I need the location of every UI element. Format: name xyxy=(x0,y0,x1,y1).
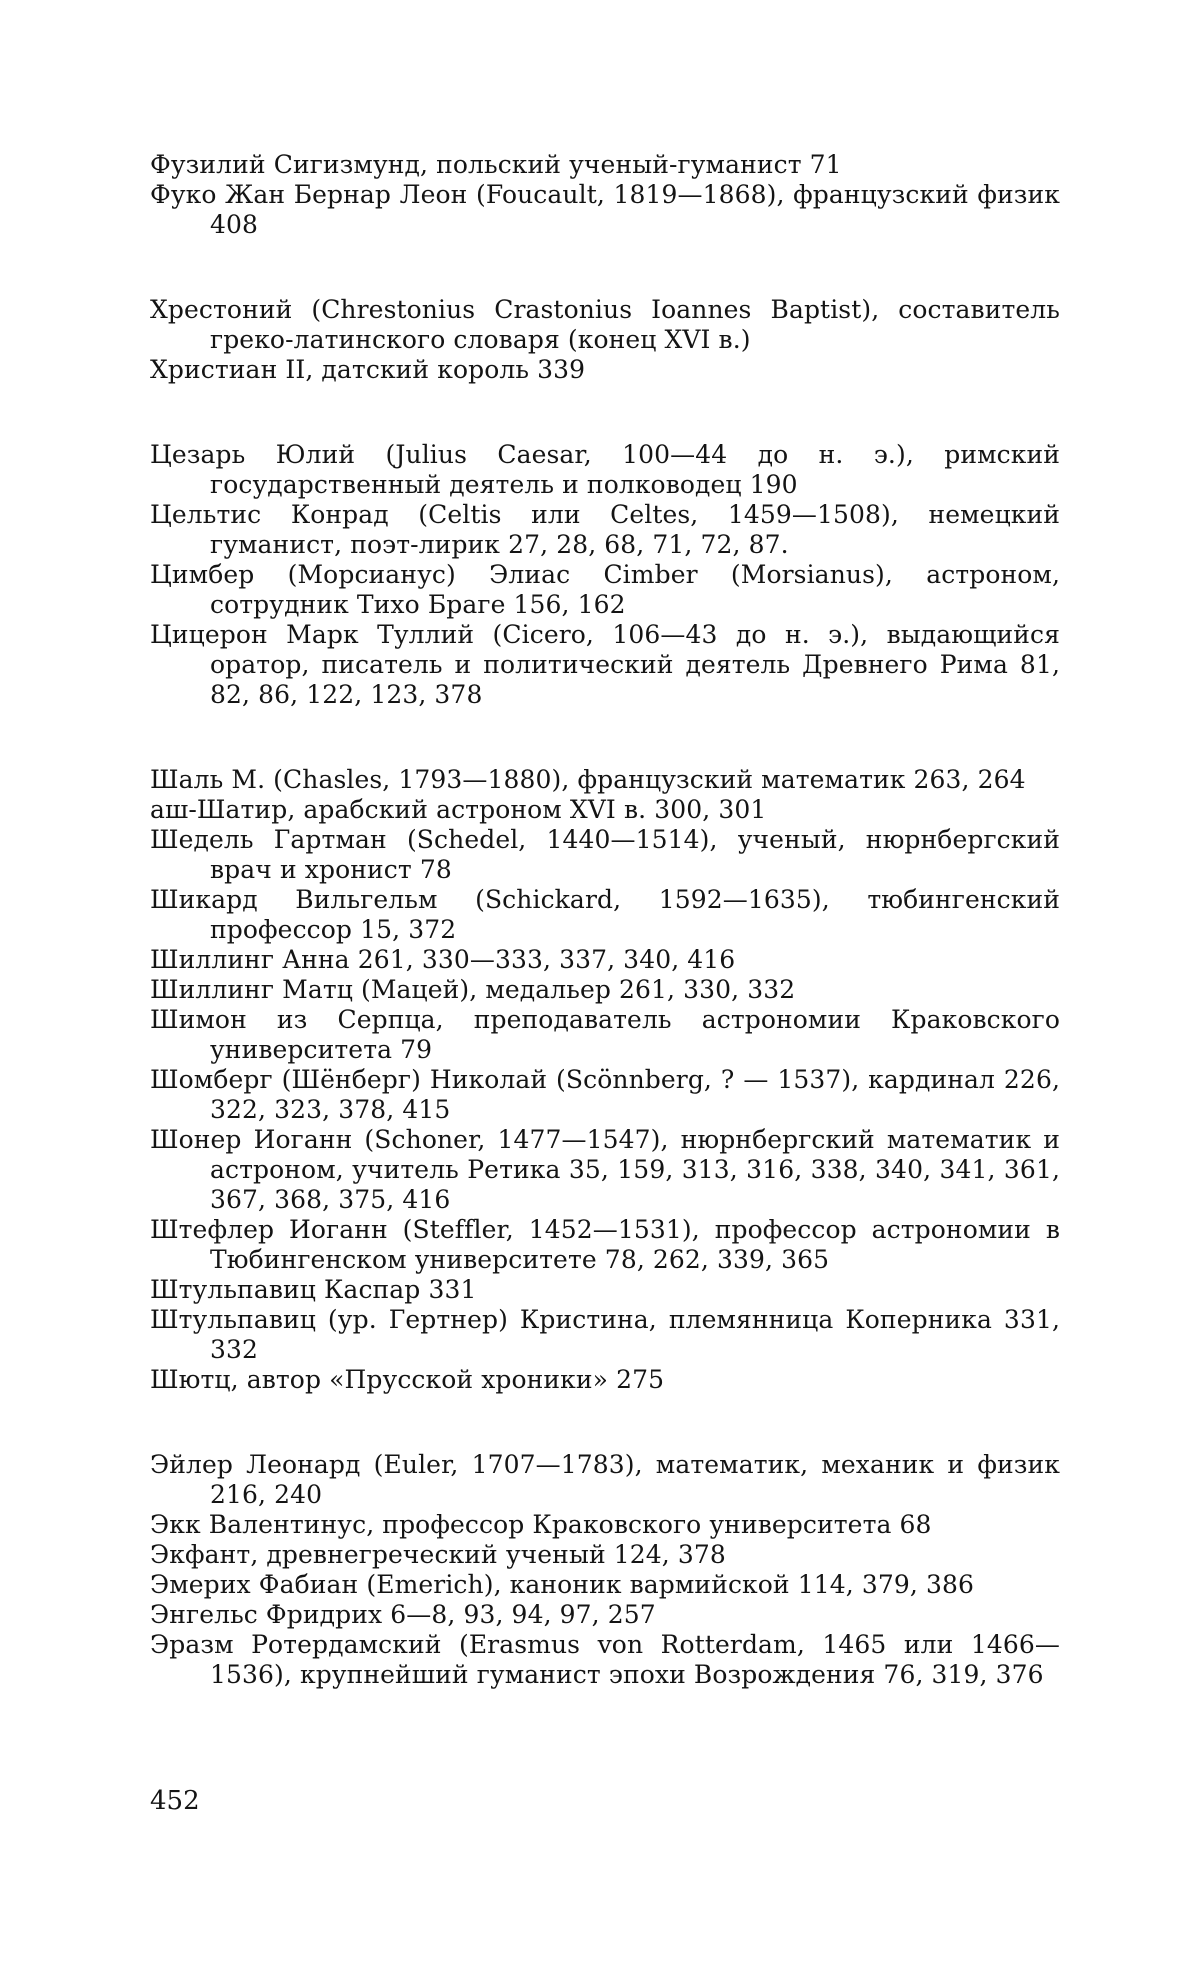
index-entry: Эразм Ротердамский (Erasmus von Rotterdam, 1465 или 1466—1536), крупнейший гуманист эпохи Возрождения 76, 319, 376 xyxy=(150,1630,1060,1689)
index-group-f xyxy=(150,150,1060,240)
index-entry: Шедель Гартман (Schedel, 1440—1514), ученый, нюрнбергский врач и хронист 78 xyxy=(150,825,1060,884)
index-entry: Шиллинг Матц (Мацей), медальер 261, 330, 332 xyxy=(150,975,796,1004)
index-entry: Шимон из Серпца, преподаватель астрономии Краковского университета 79 xyxy=(150,1005,1060,1064)
index-entry: Фуко Жан Бернар Леон (Foucault, 1819—1868), французский физик 408 xyxy=(150,180,1060,239)
index-entry: Шютц, автор «Прусской хроники» 275 xyxy=(150,1365,665,1394)
index-entry: Эмерих Фабиан (Emerich), каноник вармийской 114, 379, 386 xyxy=(150,1570,974,1599)
index-group-e xyxy=(150,1450,1060,1690)
index-entry: Штульпавиц (ур. Гертнер) Кристина, племянница Коперника 331, 332 xyxy=(150,1305,1060,1364)
index-entry: Энгельс Фридрих 6—8, 93, 94, 97, 257 xyxy=(150,1600,656,1629)
index-entry: Шомберг (Шёнберг) Николай (Scönnberg, ? — 1537), кардинал 226, 322, 323, 378, 415 xyxy=(150,1065,1060,1124)
index-entry: Фузилий Сигизмунд, польский ученый-гуманист 71 xyxy=(150,150,842,179)
index-group-kh xyxy=(150,295,1060,385)
index-entry: Штульпавиц Каспар 331 xyxy=(150,1275,477,1304)
index-entry: Экк Валентинус, профессор Краковского университета 68 xyxy=(150,1510,932,1539)
page-number: 452 xyxy=(150,1786,200,1816)
index-entry: Шикард Вильгельм (Schickard, 1592—1635), тюбингенский профессор 15, 372 xyxy=(150,885,1060,944)
index-entry: Эйлер Леонард (Euler, 1707—1783), математик, механик и физик 216, 240 xyxy=(150,1450,1060,1509)
index-entry: Штефлер Иоганн (Steffler, 1452—1531), профессор астрономии в Тюбингенском университете 78, 262, 339, 365 xyxy=(150,1215,1060,1274)
index-entry: Христиан II, датский король 339 xyxy=(150,355,586,384)
index-entry: Цимбер (Морсианус) Элиас Cimber (Morsianus), астроном, сотрудник Тихо Браге 156, 162 xyxy=(150,560,1060,619)
index-entry: Цельтис Конрад (Celtis или Celtes, 1459—1508), немецкий гуманист, поэт-лирик 27, 28, 68, 71, 72, 87. xyxy=(150,500,1060,559)
index-entry: Шаль М. (Chasles, 1793—1880), французский математик 263, 264 xyxy=(150,765,1026,794)
index-entry: Цезарь Юлий (Julius Caesar, 100—44 до н. э.), римский государственный деятель и полководец 190 xyxy=(150,440,1060,499)
index-page xyxy=(150,150,1060,1690)
index-entry: Цицерон Марк Туллий (Cicero, 106—43 до н. э.), выдающийся оратор, писатель и политический деятель Древнего Рима 81, 82, 86, 122, 123, 378 xyxy=(150,620,1060,709)
index-entry: Шонер Иоганн (Schoner, 1477—1547), нюрнбергский математик и астроном, учитель Ретика 35, 159, 313, 316, 338, 340, 341, 361, 367, 368, 375, 416 xyxy=(150,1125,1060,1214)
index-entry: Шиллинг Анна 261, 330—333, 337, 340, 416 xyxy=(150,945,736,974)
index-group-sh xyxy=(150,765,1060,1395)
index-entry: Хрестоний (Chrestonius Crastonius Ioannes Baptist), составитель греко-латинского словаря (конец XVI в.) xyxy=(150,295,1060,354)
index-entry: Экфант, древнегреческий ученый 124, 378 xyxy=(150,1540,726,1569)
index-group-ts xyxy=(150,440,1060,710)
index-entry: аш-Шатир, арабский астроном XVI в. 300, 301 xyxy=(150,795,767,824)
